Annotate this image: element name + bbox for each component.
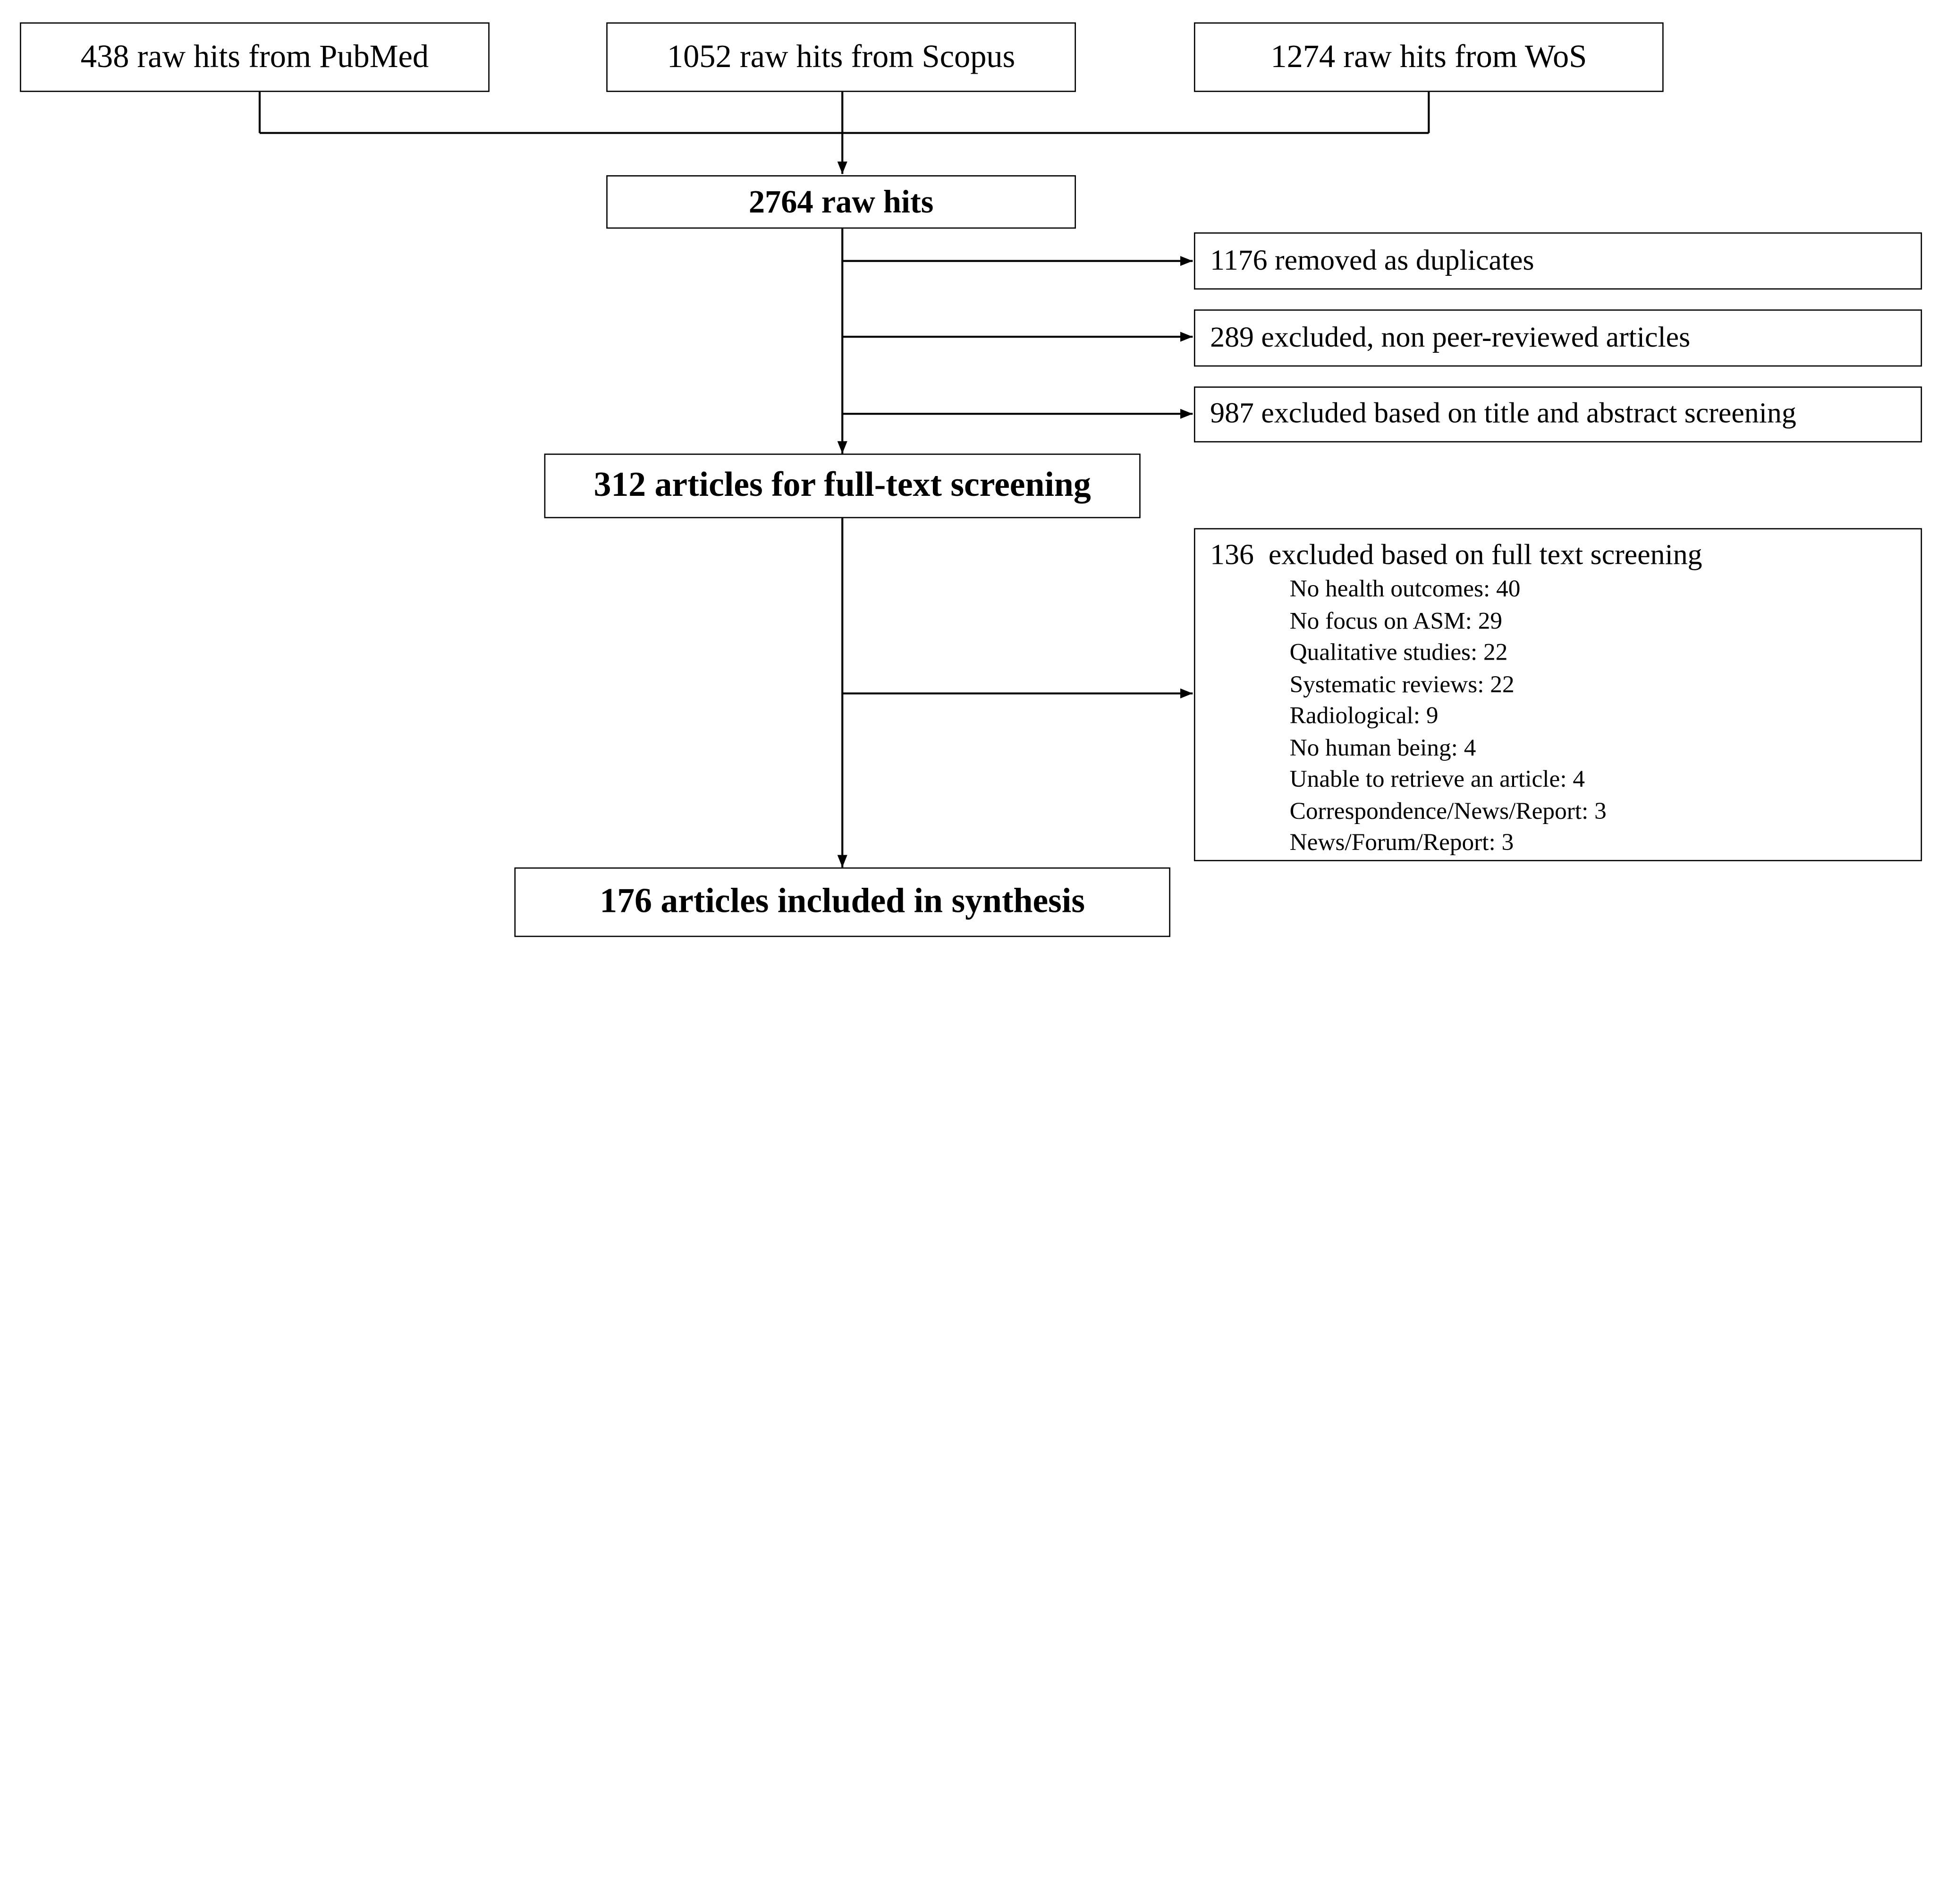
included-synthesis-box: 176 articles included in synthesis [514, 867, 1170, 937]
exclusion-reason: News/Forum/Report: 3 [1289, 830, 1514, 857]
exclusion-reason: No human being: 4 [1289, 735, 1476, 761]
exclusion-reason: Correspondence/News/Report: 3 [1289, 798, 1607, 825]
exclusion-reason: No focus on ASM: 29 [1289, 608, 1503, 635]
exclusion-reason: Qualitative studies: 22 [1289, 640, 1508, 666]
source-box-wos: 1274 raw hits from WoS [1194, 22, 1664, 92]
title-abstract-exclusion-box: 987 excluded based on title and abstract screening [1194, 386, 1922, 442]
source-box-pubmed: 438 raw hits from PubMed [20, 22, 490, 92]
exclusion-reason: Radiological: 9 [1289, 703, 1439, 730]
exclusion-reason: Unable to retrieve an article: 4 [1289, 766, 1585, 793]
non-peer-reviewed-box: 289 excluded, non peer-reviewed articles [1194, 309, 1922, 366]
full-text-screening-box: 312 articles for full-text screening [544, 454, 1141, 518]
total-hits-box: 2764 raw hits [606, 175, 1076, 229]
exclusion-reason: Systematic reviews: 22 [1289, 672, 1515, 698]
full-text-exclusion-box [1194, 528, 1922, 861]
full-text-exclusion-title: 136 excluded based on full text screening [1210, 539, 1702, 572]
duplicates-box: 1176 removed as duplicates [1194, 232, 1922, 289]
source-box-scopus: 1052 raw hits from Scopus [606, 22, 1076, 92]
exclusion-reason: No health outcomes: 40 [1289, 577, 1521, 603]
